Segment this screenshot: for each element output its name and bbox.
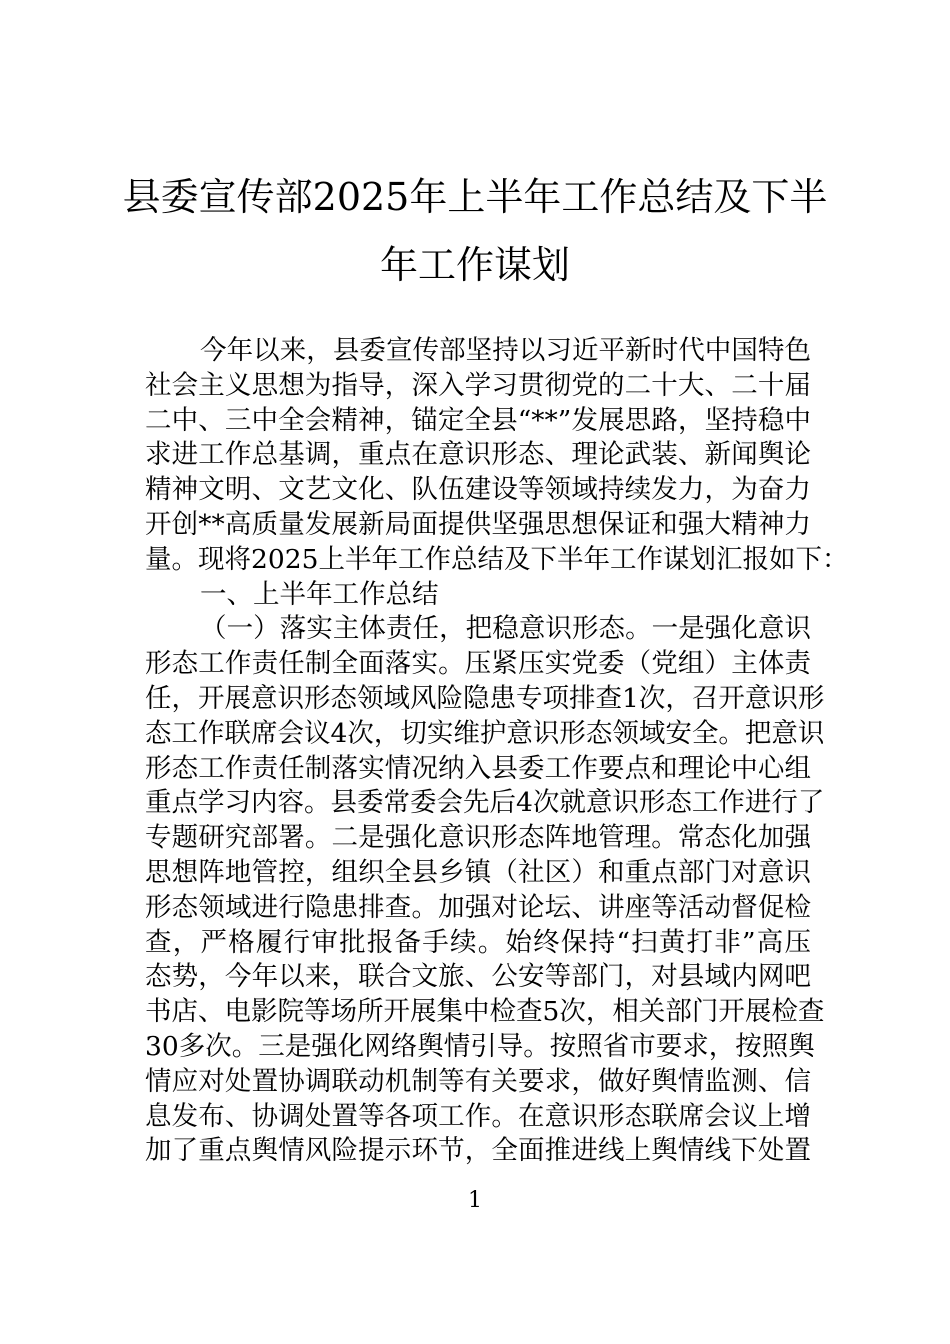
body-text-line: （一）落实主体责任，把稳意识形态。一是强化意识 xyxy=(200,613,811,645)
body-text-line: 加了重点舆情风险提示环节，全面推进线上舆情线下处置 xyxy=(145,1135,811,1167)
body-text-line: 二中、三中全会精神，锚定全县“**”发展思路，坚持稳中 xyxy=(145,404,811,436)
body-text-line: 态工作联席会议4次，切实维护意识形态领域安全。把意识 xyxy=(145,717,825,749)
document-title-line-1: 县委宣传部2025年上半年工作总结及下半 xyxy=(122,175,828,219)
body-text-line: 形态领域进行隐患排查。加强对论坛、讲座等活动督促检 xyxy=(145,891,811,923)
body-text-line: 开创**高质量发展新局面提供坚强思想保证和强大精神力 xyxy=(145,508,811,540)
body-text-line: 形态工作责任制落实情况纳入县委工作要点和理论中心组 xyxy=(145,752,811,784)
body-text-line: 30多次。三是强化网络舆情引导。按照省市要求，按照舆 xyxy=(145,1030,815,1062)
body-text-line: 专题研究部署。二是强化意识形态阵地管理。常态化加强 xyxy=(145,822,811,854)
body-text-line: 今年以来，县委宣传部坚持以习近平新时代中国特色 xyxy=(200,335,811,366)
body-text-line: 精神文明、文艺文化、队伍建设等领域持续发力，为奋力 xyxy=(145,474,811,506)
body-text-line: 求进工作总基调，重点在意识形态、理论武装、新闻舆论 xyxy=(145,439,811,471)
body-text-line: 量。现将2025上半年工作总结及下半年工作谋划汇报如下： xyxy=(145,543,849,575)
body-text-line: 思想阵地管控，组织全县乡镇（社区）和重点部门对意识 xyxy=(145,856,811,888)
document-body xyxy=(145,334,849,1169)
document-title-line-2: 年工作谋划 xyxy=(379,243,570,287)
body-text-line: 任，开展意识形态领域风险隐患专项排查1次，召开意识形 xyxy=(145,682,825,714)
body-text-line: 书店、电影院等场所开展集中检查5次，相关部门开展检查 xyxy=(145,996,825,1028)
body-text-line: 情应对处置协调联动机制等有关要求，做好舆情监测、信 xyxy=(145,1065,811,1097)
body-text-line: 社会主义思想为指导，深入学习贯彻党的二十大、二十届 xyxy=(145,369,811,401)
body-text-line: 息发布、协调处置等各项工作。在意识形态联席会议上增 xyxy=(145,1100,811,1132)
body-text-line: 一、上半年工作总结 xyxy=(200,578,439,610)
body-text-line: 重点学习内容。县委常委会先后4次就意识形态工作进行了 xyxy=(145,787,825,819)
body-text-line: 查，严格履行审批报备手续。始终保持“扫黄打非”高压 xyxy=(145,926,811,958)
body-text-line: 形态工作责任制全面落实。压紧压实党委（党组）主体责 xyxy=(145,648,811,680)
body-text-line: 态势，今年以来，联合文旅、公安等部门，对县域内网吧 xyxy=(145,961,811,993)
page-number: 1 xyxy=(468,1188,482,1213)
